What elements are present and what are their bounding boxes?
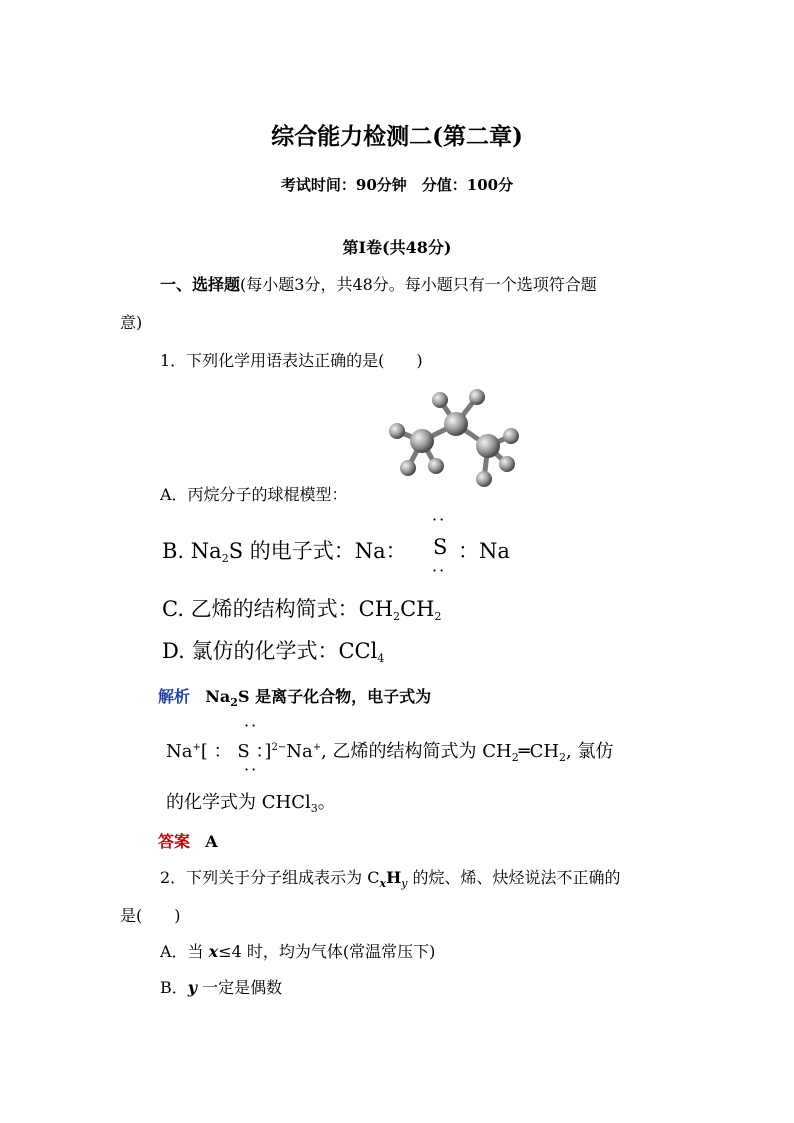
electron-dots-bottom: ·· bbox=[432, 561, 447, 580]
analysis-text: ：] bbox=[255, 741, 272, 762]
q2-variable: x bbox=[208, 942, 219, 961]
option-b-text: B. Na bbox=[162, 539, 222, 563]
answer-label: 答案 bbox=[158, 832, 191, 851]
option-b-atom: S bbox=[433, 535, 448, 559]
option-b-subscript: 2 bbox=[221, 552, 229, 565]
hydrogen-atom bbox=[503, 428, 519, 444]
option-b-tail: ：Na bbox=[458, 539, 510, 563]
analysis-label: 解析 bbox=[158, 687, 191, 706]
analysis-atom: S bbox=[237, 741, 250, 762]
analysis-text: Na bbox=[286, 741, 313, 762]
analysis-subscript: 2 bbox=[230, 696, 238, 709]
analysis-text: , 乙烯的结构简式为 CH bbox=[321, 741, 512, 762]
hydrogen-atom bbox=[476, 471, 492, 487]
q2-text: 的烷、烯、炔烃说法不正确的 bbox=[407, 868, 621, 887]
analysis-subscript: 2 bbox=[559, 751, 567, 764]
q2-text: 2．下列关于分子组成表示为 C bbox=[160, 868, 380, 887]
analysis-text: ═CH bbox=[518, 741, 560, 762]
q1-option-c bbox=[162, 593, 441, 623]
q1-option-a: A．丙烷分子的球棍模型： bbox=[160, 485, 348, 504]
analysis-subscript: 2 bbox=[511, 751, 519, 764]
part1-line1 bbox=[160, 272, 597, 295]
analysis-text: , 氯仿 bbox=[566, 741, 614, 762]
carbon-atom bbox=[444, 412, 468, 436]
q2-text: H bbox=[386, 868, 402, 887]
q1-answer bbox=[158, 829, 218, 852]
analysis-text: Na bbox=[205, 687, 231, 706]
option-c-subscript: 2 bbox=[434, 610, 442, 623]
option-c-subscript: 2 bbox=[393, 610, 401, 623]
analysis-text: Na bbox=[166, 741, 193, 762]
electron-dots-bottom: ·· bbox=[244, 760, 259, 779]
hydrogen-atom bbox=[469, 389, 485, 405]
option-d-text: D. 氯仿的化学式：CCl bbox=[162, 639, 378, 663]
q2-option-text: A．当 bbox=[160, 942, 209, 961]
q1-option-d bbox=[162, 635, 384, 665]
hydrogen-atom bbox=[400, 460, 416, 476]
q1-stem: 1．下列化学用语表达正确的是( ) bbox=[160, 351, 423, 370]
q2-option-text: ≤4 时，均为气体(常温常压下) bbox=[218, 942, 436, 961]
q2-stem-line1 bbox=[160, 865, 621, 890]
part1-instruction-b: 意) bbox=[120, 313, 143, 332]
option-b-text2: S 的电子式：Na： bbox=[228, 539, 407, 563]
part1-instruction-a: (每小题3分，共48分。每小题只有一个选项符合题 bbox=[240, 275, 597, 294]
analysis-text: [ ： bbox=[200, 741, 232, 762]
electron-dots-top: ·· bbox=[244, 716, 259, 735]
q2-subscript: x bbox=[379, 877, 387, 890]
hydrogen-atom bbox=[428, 458, 444, 474]
q1-option-b bbox=[162, 535, 407, 565]
part1-heading: 一、选择题 bbox=[160, 275, 241, 294]
q2-option-b bbox=[160, 975, 282, 998]
q2-option-text: 一定是偶数 bbox=[197, 978, 283, 997]
q2-subscript: y bbox=[401, 877, 408, 890]
page-title: 综合能力检测二(第二章) bbox=[271, 123, 523, 150]
option-d-subscript: 4 bbox=[377, 652, 385, 665]
q1-analysis-line2 bbox=[166, 737, 614, 764]
answer-value: A bbox=[205, 832, 218, 851]
q1-analysis-line1 bbox=[158, 684, 431, 709]
option-c-text: C. 乙烯的结构简式：CH bbox=[162, 597, 394, 621]
analysis-charge: 2− bbox=[271, 742, 287, 753]
analysis-charge: + bbox=[312, 742, 322, 753]
carbon-atom bbox=[476, 434, 500, 458]
analysis-text: 。 bbox=[317, 792, 336, 813]
q2-option-text: B． bbox=[160, 978, 188, 997]
analysis-charge: + bbox=[192, 742, 201, 753]
hydrogen-atom bbox=[389, 423, 405, 439]
section-title: 第Ⅰ卷(共48分) bbox=[342, 238, 452, 257]
analysis-text: S 是离子化合物，电子式为 bbox=[237, 687, 432, 706]
hydrogen-atom bbox=[432, 392, 448, 408]
q2-variable: y bbox=[187, 978, 198, 997]
q2-option-a bbox=[160, 939, 435, 962]
analysis-text: 的化学式为 CHCl bbox=[166, 792, 311, 813]
option-c-mid: CH bbox=[400, 597, 435, 621]
carbon-atom bbox=[410, 429, 434, 453]
propane-ball-and-stick-model bbox=[384, 386, 530, 492]
q1-analysis-line3 bbox=[166, 788, 336, 815]
exam-meta: 考试时间：90分钟 分值：100分 bbox=[280, 176, 514, 194]
analysis-subscript: 3 bbox=[310, 802, 318, 815]
q2-stem-line2: 是( ) bbox=[120, 906, 181, 925]
electron-dots-top: ·· bbox=[432, 510, 447, 529]
hydrogen-atom bbox=[499, 456, 515, 472]
